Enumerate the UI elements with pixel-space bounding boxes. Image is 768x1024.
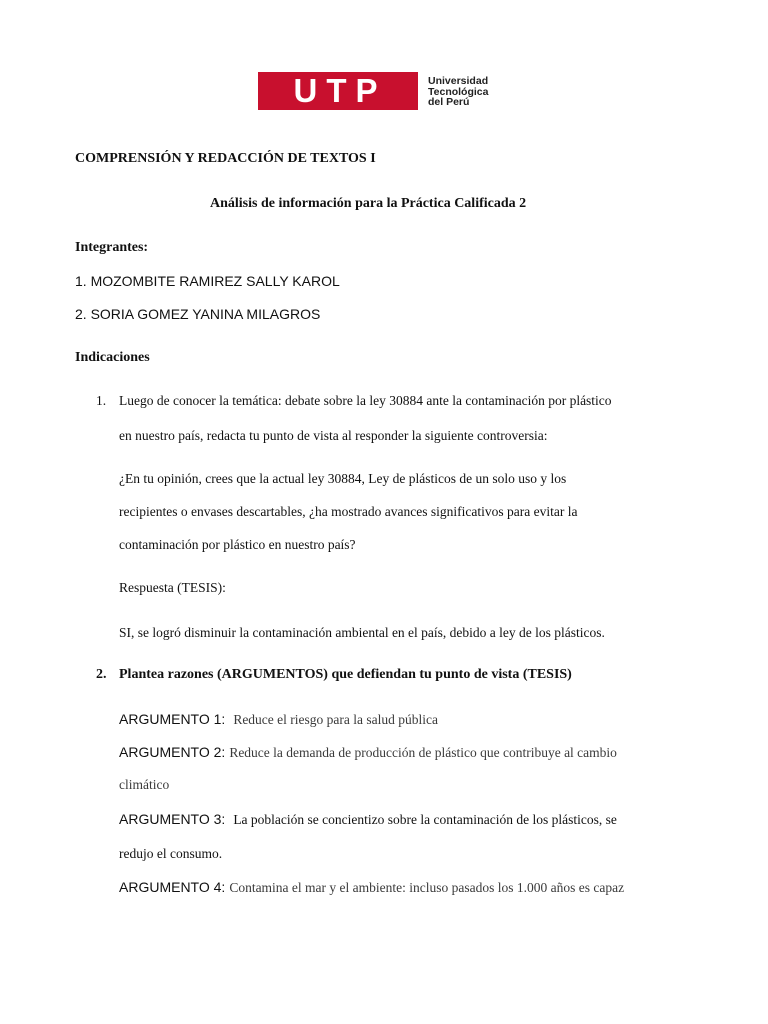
university-name-line1: Universidad [428,75,489,87]
argument-1 [119,711,438,729]
argument-2-text: Reduce la demanda de producción de plástico que contribuye al cambio [229,745,617,760]
instructions-heading: Indicaciones [75,350,150,365]
item-1-line-2: en nuestro país, redacta tu punto de vista al responder la siguiente controversia: [119,428,548,443]
argument-4-text: Contamina el mar y el ambiente: incluso pasados los 1.000 años es capaz [229,880,625,895]
item-2-number: 2. [96,667,107,682]
item-1-line-1: Luego de conocer la temática: debate sobre la ley 30884 ante la contaminación por plástico [119,393,612,408]
course-title: COMPRENSIÓN Y REDACCIÓN DE TEXTOS I [75,151,376,166]
argument-2-label: ARGUMENTO 2: [119,744,226,760]
members-heading: Integrantes: [75,240,149,255]
argument-3-label: ARGUMENTO 3: [119,811,226,827]
question-line-1: ¿En tu opinión, crees que la actual ley 30884, Ley de plásticos de un solo uso y los [119,471,567,486]
item-1-number: 1. [96,393,107,408]
argument-1-label: ARGUMENTO 1: [119,711,226,727]
question-line-2: recipientes o envases descartables, ¿ha mostrado avances significativos para evitar la [119,504,578,519]
question-line-3: contaminación por plástico en nuestro país? [119,537,356,552]
university-name-line2: Tecnológica [428,85,489,98]
argument-3-text: La población se concientizo sobre la contaminación de los plásticos, se [233,812,617,827]
document-title: Análisis de información para la Práctica Calificada 2 [210,196,527,211]
answer-label: Respuesta (TESIS): [119,580,226,595]
utp-logo-mark: UTP [258,72,418,110]
argument-3-continuation: redujo el consumo. [119,846,223,861]
answer-text: SI, se logró disminuir la contaminación ambiental en el país, debido a ley de los plásticos. [119,625,605,640]
item-2-heading: Plantea razones (ARGUMENTOS) que defiendan tu punto de vista (TESIS) [119,667,572,682]
member-1: 1. MOZOMBITE RAMIREZ SALLY KAROL [75,273,340,289]
member-2: 2. SORIA GOMEZ YANINA MILAGROS [75,306,321,322]
university-name [428,76,488,108]
argument-2-continuation: climático [119,777,170,792]
argument-4-label: ARGUMENTO 4: [119,879,226,895]
argument-2 [119,744,617,762]
argument-1-text: Reduce el riesgo para la salud pública [233,712,438,727]
argument-4 [119,879,624,897]
argument-3 [119,811,617,829]
university-name-line3: del Perú [428,96,470,108]
